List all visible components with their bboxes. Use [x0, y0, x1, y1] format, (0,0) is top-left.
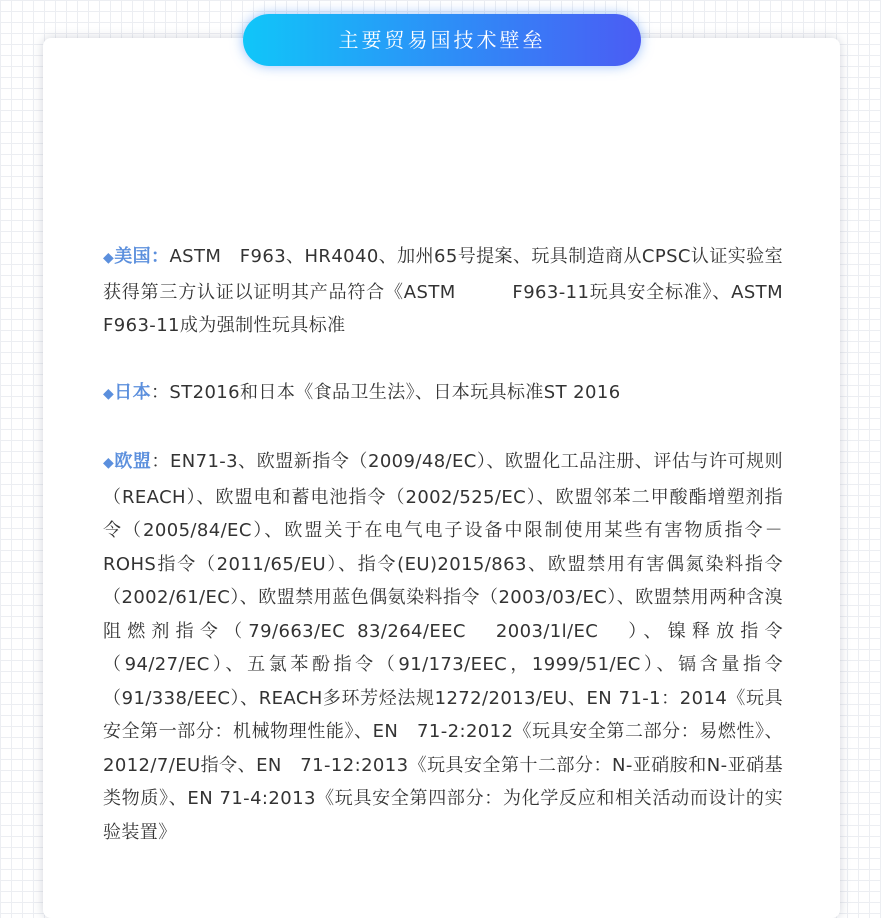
diamond-bullet-icon: ◆ [103, 250, 115, 266]
diamond-bullet-icon: ◆ [103, 455, 115, 471]
section-label: 欧盟 [114, 451, 152, 472]
section-japan [103, 376, 783, 412]
section-text: ASTM F963、HR4040、加州65号提案、玩具制造商从CPSC认证实验室获得第三方认证以证明其产品符合《ASTM F963-11玩具安全标准》、ASTM F963-11成为强制性玩具标准 [103, 246, 783, 336]
section-eu [103, 445, 783, 849]
section-label: 美国： [114, 246, 170, 267]
page-title: 主要贸易国技术壁垒 [243, 14, 641, 66]
section-label: 日本 [114, 382, 151, 403]
section-text: ：ST2016和日本《食品卫生法》、日本玩具标准ST 2016 [150, 382, 621, 403]
section-text: ：EN71-3、欧盟新指令（2009/48/EC）、欧盟化工品注册、评估与许可规则（REACH）、欧盟电和蓄电池指令（2002/525/EC）、欧盟邻苯二甲酸酯增塑剂指令（2005/84/EC）、欧盟关于在电气电子设备中限制使用某些有害物质指令－ROHS指令（2011/65/EU）、指令(EU)2015/863、欧盟禁用有害偶氮染料指令（2002/61/EC）、欧盟禁用蓝色偶氨染料指令（2003/03/EC）、欧盟禁用两种含溴阻燃剂指令（79/663/EC 83/264/EEC 2003/1l/EC ）、镍释放指令（94/27/EC）、五氯苯酚指令（91/173/EEC，1999/51/EC）、镉含量指令（91/338/EEC）、REACH多环芳烃法规1272/2013/EU、EN 71-1：2014《玩具安全第一部分：机械物理性能》、EN 71-2:2012《玩具安全第二部分：易燃性》、2012/7/EU指令、EN 71-12:2013《玩具安全第十二部分：N-亚硝胺和N-亚硝基类物质》、EN 71-4:2013《玩具安全第四部分：为化学反应和相关活动而设计的实验装置》 [103, 451, 783, 843]
diamond-bullet-icon: ◆ [103, 386, 115, 402]
article-body [103, 240, 783, 883]
section-usa [103, 240, 783, 343]
